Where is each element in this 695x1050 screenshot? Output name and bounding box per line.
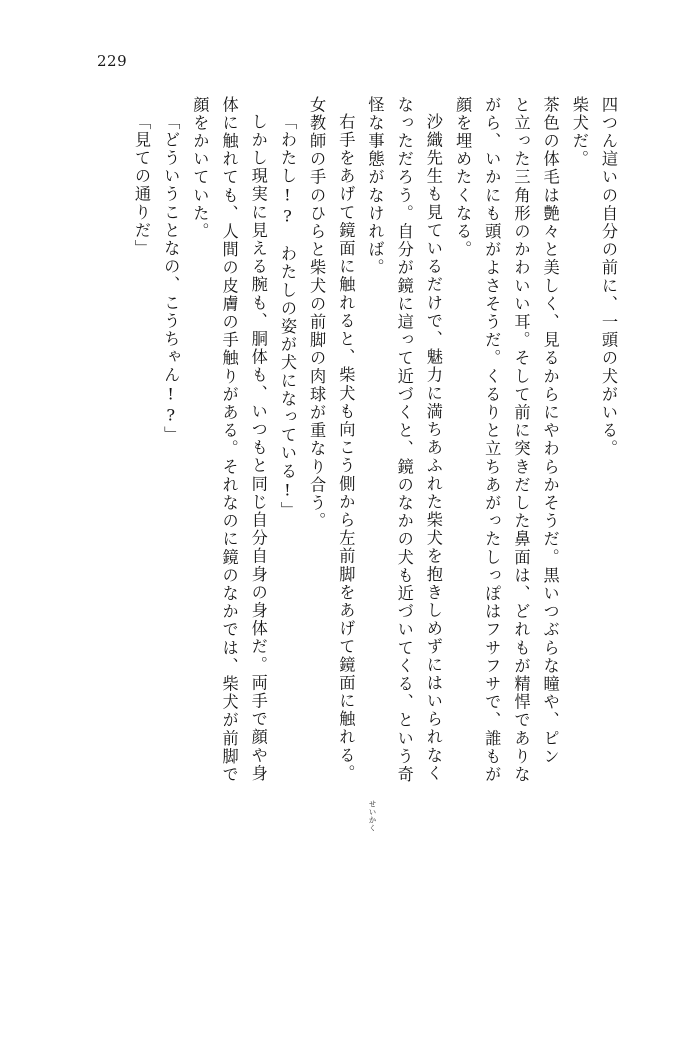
text-column: がら、いかにも頭がよさそうだ。くるりと立ちあがったしっぽはフサフサで、誰もが — [482, 96, 502, 784]
text-column: 怪な事態がなければ。 — [365, 96, 385, 277]
text-column: なっただろう。自分が鏡に這って近づくと、鏡のなかの犬も近づいてくる、という奇 — [394, 96, 414, 784]
page-number: 229 — [97, 52, 128, 70]
text-column: 体に触れても、人間の皮膚の手触りがある。それなのに鏡のなかでは、柴犬が前脚で — [219, 96, 239, 784]
text-column: 「どういうことなの、こうちゃん!?」 — [161, 113, 181, 445]
text-column: 「わたし!? わたしの姿が犬になっている!」 — [277, 113, 297, 520]
text-column: 沙織先生も見ているだけで、魅力に満ちあふれた柴犬を抱きしめずにはいられなく — [423, 113, 443, 783]
text-column: しかし現実に見える腕も、胴体も、いつもと同じ自分自身の身体だ。両手で顔や身 — [248, 113, 268, 783]
text-column: 四つん這いの自分の前に、一頭の犬がいる。 — [599, 96, 618, 458]
text-column: 顔を埋めたくなる。 — [453, 96, 473, 259]
text-column: 女教師の手のひらと柴犬の前脚の肉球が重なり合う。 — [307, 96, 327, 531]
text-column: と立った三角形のかわいい耳。そして前に突きだした鼻面は、どれもが精悍でありな — [511, 96, 531, 784]
text-column: 柴犬だ。 — [569, 96, 589, 169]
ruby-annotation-seikaku: せいかく — [368, 800, 377, 832]
body-text — [83, 96, 623, 991]
text-column: 顔をかいていた。 — [190, 96, 210, 241]
text-column: 「見ての通りだ」 — [132, 113, 151, 258]
text-column: 茶色の体毛は艶々と美しく、見るからにやわらかそうだ。黒いつぶらな瞳や、ピン — [540, 96, 560, 766]
text-column: 右手をあげて鏡面に触れると、柴犬も向こう側から左前脚をあげて鏡面に触れる。 — [336, 113, 356, 783]
